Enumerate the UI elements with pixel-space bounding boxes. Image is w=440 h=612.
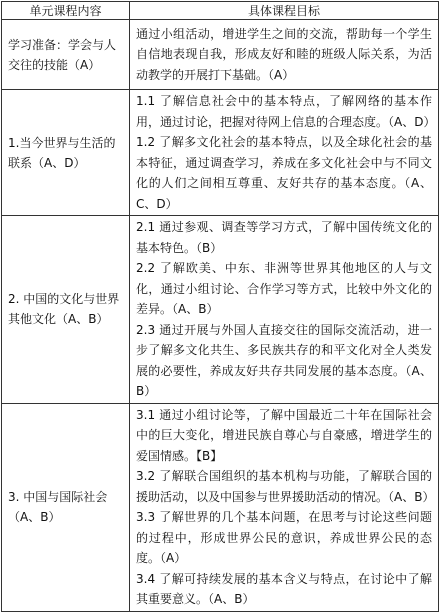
goals-cell — [130, 90, 439, 216]
header-unit-content: 单元课程内容 — [2, 2, 130, 20]
goal-item: 3.3 了解世界的几个基本问题，在思考与讨论这些问题的过程中，形成世界公民的意识，养成世界公民的态度。（A） — [136, 510, 432, 565]
goals-cell — [130, 403, 439, 611]
goals-cell — [130, 216, 439, 404]
curriculum-table — [1, 1, 439, 612]
goal-item: 2.1 通过参观、调查等学习方式，了解中国传统文化的基本特色。（B） — [136, 220, 432, 255]
goal-item: 通过小组活动，增进学生之间的交流，帮助每一个学生自信地表现自我，形成友好和睦的班级人际关系，为活动教学的开展打下基础。（A） — [136, 26, 432, 82]
unit-cell: 学习准备：学会与人交往的技能（A） — [2, 20, 130, 90]
goal-item: 2.3 通过开展与外国人直接交往的国际交流活动，进一步了解多文化共生、多民族共存的和平文化对全人类发展的必要性，养成友好共存共同发展的基本态度。（A、B） — [136, 322, 432, 398]
goal-item: 1.1 了解信息社会中的基本特点，了解网络的基本作用，通过讨论，把握对待网上信息的合理态度。（A、D） — [136, 94, 436, 129]
goal-item: 3.4 了解可持续发展的基本含义与特点，在讨论中了解其重要意义。（A、B） — [136, 571, 432, 606]
table-row — [2, 403, 439, 611]
table-row — [2, 20, 439, 90]
goal-item: 1.2 了解多文化社会的基本特点，以及全球化社会的基本特征，通过调查学习，养成在多文化社会中与不同文化的人们之间相互尊重、友好共存的基本态度。（A、C、D） — [136, 135, 432, 211]
table-header-row — [2, 2, 439, 20]
unit-cell: 1.当今世界与生活的联系（A、D） — [2, 90, 130, 216]
table-row — [2, 90, 439, 216]
header-course-goals: 具体课程目标 — [130, 2, 439, 20]
goal-item: 2.2 了解欧美、中东、非洲等世界其他地区的人与文化，通过小组讨论、合作学习等方式，比较中外文化的差异。（A、B） — [136, 261, 432, 316]
unit-cell: 2. 中国的文化与世界其他文化（A、B） — [2, 216, 130, 404]
goals-cell — [130, 20, 439, 90]
table-row — [2, 216, 439, 404]
goal-item: 3.1 通过小组讨论等，了解中国最近二十年在国际社会中的巨大变化，增进民族自尊心与自豪感，增进学生的爱国情感。【B】 — [136, 407, 432, 463]
unit-cell: 3. 中国与国际社会（A、B） — [2, 403, 130, 611]
goal-item: 3.2 了解联合国组织的基本机构与功能，了解联合国的援助活动，以及中国参与世界援助活动的情况。（A、B） — [136, 469, 435, 504]
